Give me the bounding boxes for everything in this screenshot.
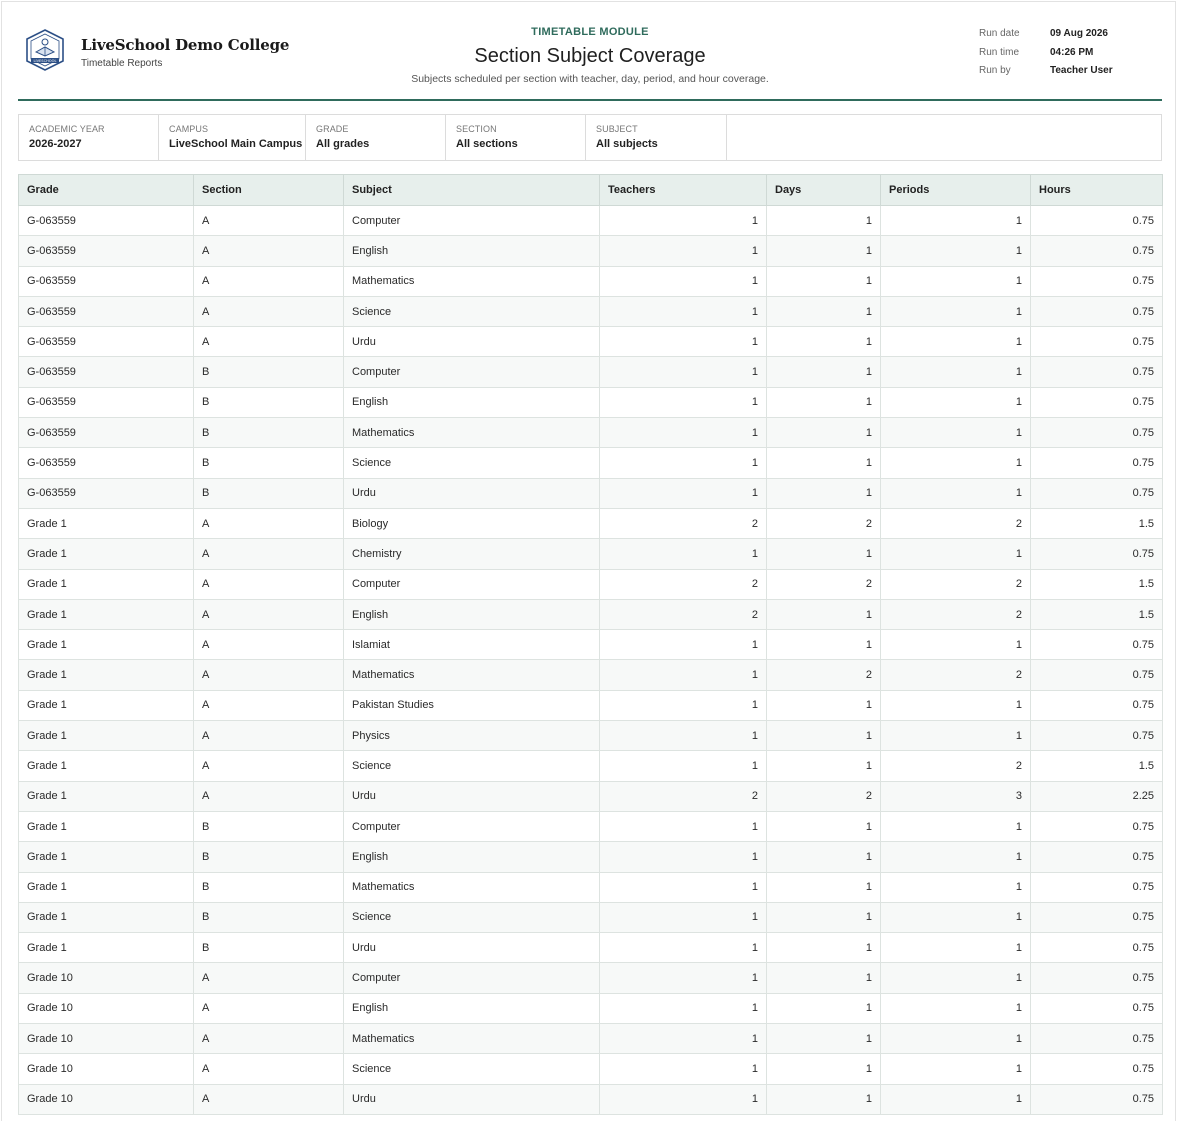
filter-label: SUBJECT (596, 124, 638, 134)
table-row (19, 933, 1163, 963)
table-row (19, 418, 1163, 448)
cell-teachers: 1 (600, 448, 767, 478)
cell-grade: G-063559 (19, 478, 194, 508)
cell-section: A (194, 569, 344, 599)
cell-section: B (194, 478, 344, 508)
filter-summary (18, 114, 1162, 161)
cell-teachers: 1 (600, 630, 767, 660)
cell-hours: 0.75 (1031, 842, 1163, 872)
cell-hours: 0.75 (1031, 933, 1163, 963)
cell-subject: Science (344, 751, 600, 781)
report-subtitle: Subjects scheduled per section with teacher, day, period, and hour coverage. (411, 73, 769, 85)
cell-teachers: 1 (600, 1054, 767, 1084)
table-row (19, 842, 1163, 872)
cell-grade: Grade 10 (19, 963, 194, 993)
cell-hours: 0.75 (1031, 266, 1163, 296)
cell-section: A (194, 993, 344, 1023)
filter-value: All subjects (596, 138, 658, 150)
cell-teachers: 1 (600, 993, 767, 1023)
cell-teachers: 1 (600, 811, 767, 841)
cell-hours: 1.5 (1031, 569, 1163, 599)
cell-days: 1 (767, 690, 881, 720)
cell-section: B (194, 811, 344, 841)
table-row (19, 266, 1163, 296)
cell-periods: 1 (881, 690, 1031, 720)
filter-value: All grades (316, 138, 370, 150)
cell-grade: Grade 1 (19, 933, 194, 963)
cell-days: 1 (767, 206, 881, 236)
table-row (19, 1024, 1163, 1054)
run-time-row (979, 47, 1113, 66)
cell-teachers: 2 (600, 599, 767, 629)
filter-campus (159, 115, 306, 160)
cell-hours: 0.75 (1031, 993, 1163, 1023)
cell-section: A (194, 751, 344, 781)
cell-periods: 1 (881, 933, 1031, 963)
cell-hours: 0.75 (1031, 1084, 1163, 1114)
cell-days: 1 (767, 539, 881, 569)
cell-subject: Mathematics (344, 266, 600, 296)
cell-subject: Computer (344, 357, 600, 387)
cell-periods: 1 (881, 630, 1031, 660)
table-row (19, 811, 1163, 841)
cell-grade: G-063559 (19, 236, 194, 266)
cell-teachers: 1 (600, 296, 767, 326)
cell-section: A (194, 630, 344, 660)
cell-grade: Grade 1 (19, 842, 194, 872)
cell-section: A (194, 539, 344, 569)
table-row (19, 236, 1163, 266)
cell-hours: 0.75 (1031, 357, 1163, 387)
cell-teachers: 1 (600, 933, 767, 963)
cell-teachers: 1 (600, 872, 767, 902)
cell-days: 1 (767, 872, 881, 902)
cell-grade: Grade 10 (19, 1024, 194, 1054)
filter-subject (586, 115, 727, 160)
cell-hours: 0.75 (1031, 690, 1163, 720)
svg-text:LIVESCHOOL: LIVESCHOOL (33, 59, 57, 64)
cell-days: 1 (767, 418, 881, 448)
table-row (19, 963, 1163, 993)
cell-subject: Computer (344, 811, 600, 841)
table-row (19, 781, 1163, 811)
cell-hours: 0.75 (1031, 902, 1163, 932)
cell-section: B (194, 448, 344, 478)
cell-hours: 0.75 (1031, 811, 1163, 841)
cell-periods: 1 (881, 842, 1031, 872)
cell-periods: 1 (881, 266, 1031, 296)
cell-hours: 0.75 (1031, 872, 1163, 902)
cell-days: 1 (767, 478, 881, 508)
cell-days: 1 (767, 236, 881, 266)
cell-periods: 1 (881, 357, 1031, 387)
cell-teachers: 1 (600, 751, 767, 781)
cell-subject: Science (344, 1054, 600, 1084)
cell-teachers: 1 (600, 418, 767, 448)
cell-grade: Grade 1 (19, 508, 194, 538)
report-header (18, 2, 1162, 101)
table-row (19, 1054, 1163, 1084)
cell-periods: 1 (881, 811, 1031, 841)
cell-teachers: 1 (600, 478, 767, 508)
cell-hours: 1.5 (1031, 751, 1163, 781)
cell-teachers: 2 (600, 781, 767, 811)
cell-grade: Grade 1 (19, 811, 194, 841)
cell-hours: 1.5 (1031, 599, 1163, 629)
cell-section: B (194, 418, 344, 448)
table-row (19, 569, 1163, 599)
cell-section: A (194, 236, 344, 266)
cell-section: A (194, 327, 344, 357)
cell-periods: 2 (881, 660, 1031, 690)
cell-teachers: 2 (600, 508, 767, 538)
cell-periods: 2 (881, 751, 1031, 781)
cell-days: 1 (767, 902, 881, 932)
cell-days: 2 (767, 569, 881, 599)
cell-hours: 0.75 (1031, 236, 1163, 266)
cell-teachers: 1 (600, 357, 767, 387)
table-row (19, 721, 1163, 751)
cell-teachers: 1 (600, 690, 767, 720)
cell-section: A (194, 781, 344, 811)
cell-grade: G-063559 (19, 296, 194, 326)
cell-teachers: 1 (600, 963, 767, 993)
cell-subject: English (344, 842, 600, 872)
cell-periods: 3 (881, 781, 1031, 811)
cell-subject: Mathematics (344, 418, 600, 448)
coverage-table (18, 174, 1163, 1115)
cell-grade: Grade 1 (19, 599, 194, 629)
cell-hours: 0.75 (1031, 296, 1163, 326)
report-page (1, 1, 1176, 1121)
cell-hours: 0.75 (1031, 448, 1163, 478)
cell-days: 2 (767, 660, 881, 690)
table-row (19, 206, 1163, 236)
cell-grade: Grade 1 (19, 660, 194, 690)
cell-teachers: 1 (600, 327, 767, 357)
cell-hours: 1.5 (1031, 508, 1163, 538)
cell-periods: 1 (881, 418, 1031, 448)
cell-section: A (194, 963, 344, 993)
filter-value: All sections (456, 138, 518, 150)
run-date-row (979, 28, 1113, 47)
cell-days: 1 (767, 296, 881, 326)
cell-grade: G-063559 (19, 327, 194, 357)
cell-teachers: 1 (600, 539, 767, 569)
cell-days: 1 (767, 751, 881, 781)
cell-grade: Grade 1 (19, 721, 194, 751)
cell-section: A (194, 206, 344, 236)
filter-label: SECTION (456, 124, 497, 134)
cell-subject: English (344, 236, 600, 266)
module-label: TIMETABLE MODULE (531, 26, 649, 38)
table-row (19, 1084, 1163, 1114)
filter-academic-year (19, 115, 159, 160)
cell-periods: 1 (881, 1084, 1031, 1114)
org-name: LiveSchool Demo College (81, 36, 290, 54)
cell-section: B (194, 933, 344, 963)
cell-subject: Urdu (344, 327, 600, 357)
cell-grade: G-063559 (19, 418, 194, 448)
run-date-label: Run date (979, 28, 1020, 39)
table-row (19, 357, 1163, 387)
cell-days: 1 (767, 933, 881, 963)
cell-subject: Chemistry (344, 539, 600, 569)
filter-value: 2026-2027 (29, 138, 82, 150)
table-row (19, 327, 1163, 357)
run-time-value: 04:26 PM (1050, 46, 1094, 58)
run-meta (979, 28, 1113, 84)
table-row (19, 630, 1163, 660)
cell-periods: 1 (881, 1054, 1031, 1084)
cell-hours: 0.75 (1031, 721, 1163, 751)
cell-periods: 1 (881, 902, 1031, 932)
table-row (19, 690, 1163, 720)
cell-hours: 0.75 (1031, 660, 1163, 690)
table-row (19, 296, 1163, 326)
cell-grade: Grade 1 (19, 872, 194, 902)
column-header-hours: Hours (1031, 175, 1163, 206)
cell-hours: 0.75 (1031, 539, 1163, 569)
cell-subject: Physics (344, 721, 600, 751)
cell-days: 1 (767, 357, 881, 387)
cell-periods: 2 (881, 508, 1031, 538)
cell-days: 1 (767, 599, 881, 629)
cell-section: A (194, 1024, 344, 1054)
table-row (19, 993, 1163, 1023)
cell-days: 1 (767, 266, 881, 296)
cell-grade: G-063559 (19, 206, 194, 236)
filter-label: GRADE (316, 124, 349, 134)
cell-section: A (194, 599, 344, 629)
cell-hours: 0.75 (1031, 206, 1163, 236)
cell-section: A (194, 266, 344, 296)
cell-grade: Grade 1 (19, 569, 194, 599)
column-header-teachers: Teachers (600, 175, 767, 206)
cell-subject: Computer (344, 206, 600, 236)
cell-hours: 2.25 (1031, 781, 1163, 811)
table-row (19, 599, 1163, 629)
filter-grade (306, 115, 446, 160)
cell-section: A (194, 1084, 344, 1114)
cell-grade: Grade 1 (19, 690, 194, 720)
cell-subject: English (344, 387, 600, 417)
table-row (19, 478, 1163, 508)
cell-subject: Mathematics (344, 872, 600, 902)
cell-grade: Grade 1 (19, 751, 194, 781)
cell-hours: 0.75 (1031, 963, 1163, 993)
cell-periods: 1 (881, 721, 1031, 751)
cell-subject: English (344, 599, 600, 629)
cell-days: 1 (767, 993, 881, 1023)
run-time-label: Run time (979, 46, 1020, 58)
column-header-subject: Subject (344, 175, 600, 206)
cell-periods: 1 (881, 236, 1031, 266)
cell-days: 1 (767, 448, 881, 478)
table-header-row (19, 175, 1163, 206)
filter-section (446, 115, 586, 160)
cell-periods: 2 (881, 569, 1031, 599)
cell-periods: 1 (881, 993, 1031, 1023)
table-row (19, 751, 1163, 781)
cell-days: 1 (767, 842, 881, 872)
cell-days: 2 (767, 508, 881, 538)
report-title: Section Subject Coverage (474, 45, 706, 67)
cell-days: 1 (767, 387, 881, 417)
cell-periods: 1 (881, 296, 1031, 326)
cell-days: 2 (767, 781, 881, 811)
cell-days: 1 (767, 963, 881, 993)
cell-subject: Urdu (344, 478, 600, 508)
cell-teachers: 1 (600, 206, 767, 236)
run-date-value: 09 Aug 2026 (1050, 28, 1108, 39)
column-header-periods: Periods (881, 175, 1031, 206)
cell-periods: 2 (881, 599, 1031, 629)
cell-days: 1 (767, 721, 881, 751)
cell-days: 1 (767, 1024, 881, 1054)
cell-section: A (194, 1054, 344, 1084)
cell-subject: Islamiat (344, 630, 600, 660)
column-header-days: Days (767, 175, 881, 206)
run-by-label: Run by (979, 65, 1011, 76)
cell-days: 1 (767, 811, 881, 841)
cell-days: 1 (767, 327, 881, 357)
table-row (19, 660, 1163, 690)
cell-periods: 1 (881, 448, 1031, 478)
cell-subject: Science (344, 448, 600, 478)
cell-periods: 1 (881, 539, 1031, 569)
cell-grade: G-063559 (19, 357, 194, 387)
cell-periods: 1 (881, 327, 1031, 357)
run-by-row (979, 65, 1113, 84)
cell-grade: Grade 10 (19, 1054, 194, 1084)
cell-subject: Mathematics (344, 660, 600, 690)
cell-teachers: 1 (600, 266, 767, 296)
cell-teachers: 1 (600, 721, 767, 751)
cell-grade: Grade 10 (19, 993, 194, 1023)
cell-grade: G-063559 (19, 387, 194, 417)
cell-grade: G-063559 (19, 448, 194, 478)
cell-hours: 0.75 (1031, 387, 1163, 417)
cell-section: B (194, 872, 344, 902)
cell-hours: 0.75 (1031, 327, 1163, 357)
cell-periods: 1 (881, 478, 1031, 508)
cell-teachers: 1 (600, 660, 767, 690)
cell-days: 1 (767, 630, 881, 660)
table-row (19, 448, 1163, 478)
filter-label: ACADEMIC YEAR (29, 124, 105, 134)
cell-section: B (194, 902, 344, 932)
cell-subject: Urdu (344, 933, 600, 963)
cell-hours: 0.75 (1031, 630, 1163, 660)
cell-section: B (194, 387, 344, 417)
filter-value: LiveSchool Main Campus (169, 138, 303, 150)
cell-teachers: 1 (600, 236, 767, 266)
cell-subject: Computer (344, 963, 600, 993)
cell-section: A (194, 296, 344, 326)
cell-subject: Biology (344, 508, 600, 538)
column-header-section: Section (194, 175, 344, 206)
cell-hours: 0.75 (1031, 1054, 1163, 1084)
cell-subject: English (344, 993, 600, 1023)
cell-hours: 0.75 (1031, 418, 1163, 448)
cell-grade: Grade 1 (19, 539, 194, 569)
table-row (19, 872, 1163, 902)
cell-teachers: 1 (600, 1024, 767, 1054)
cell-subject: Computer (344, 569, 600, 599)
cell-periods: 1 (881, 206, 1031, 236)
cell-subject: Science (344, 296, 600, 326)
column-header-grade: Grade (19, 175, 194, 206)
table-row (19, 508, 1163, 538)
cell-subject: Urdu (344, 1084, 600, 1114)
cell-section: B (194, 357, 344, 387)
cell-hours: 0.75 (1031, 1024, 1163, 1054)
run-by-value: Teacher User (1050, 65, 1113, 76)
cell-grade: Grade 10 (19, 1084, 194, 1114)
cell-section: B (194, 842, 344, 872)
table-body (19, 206, 1163, 1115)
cell-periods: 1 (881, 872, 1031, 902)
org-subtitle: Timetable Reports (81, 58, 163, 69)
cell-subject: Pakistan Studies (344, 690, 600, 720)
cell-days: 1 (767, 1054, 881, 1084)
cell-teachers: 1 (600, 902, 767, 932)
cell-days: 1 (767, 1084, 881, 1114)
cell-section: A (194, 508, 344, 538)
cell-section: A (194, 660, 344, 690)
cell-grade: Grade 1 (19, 902, 194, 932)
cell-subject: Mathematics (344, 1024, 600, 1054)
table-row (19, 387, 1163, 417)
cell-teachers: 2 (600, 569, 767, 599)
cell-subject: Science (344, 902, 600, 932)
cell-section: A (194, 690, 344, 720)
filter-label: CAMPUS (169, 124, 209, 134)
cell-periods: 1 (881, 963, 1031, 993)
cell-periods: 1 (881, 1024, 1031, 1054)
cell-grade: G-063559 (19, 266, 194, 296)
cell-teachers: 1 (600, 387, 767, 417)
cell-grade: Grade 1 (19, 630, 194, 660)
table-row (19, 539, 1163, 569)
cell-teachers: 1 (600, 1084, 767, 1114)
cell-teachers: 1 (600, 842, 767, 872)
cell-periods: 1 (881, 387, 1031, 417)
cell-subject: Urdu (344, 781, 600, 811)
cell-grade: Grade 1 (19, 781, 194, 811)
cell-hours: 0.75 (1031, 478, 1163, 508)
cell-section: A (194, 721, 344, 751)
table-row (19, 902, 1163, 932)
